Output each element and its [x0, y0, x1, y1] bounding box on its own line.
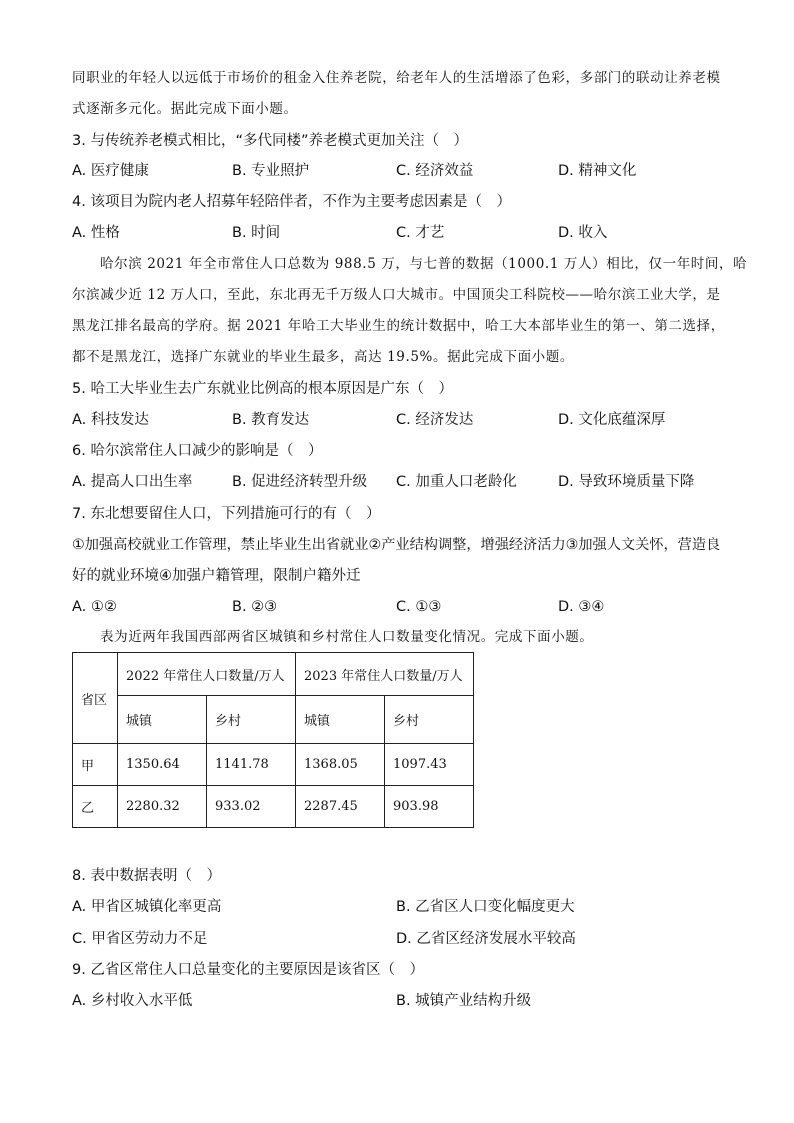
q5-option-a[interactable]: A. 科技发达 [72, 412, 149, 428]
question-7-body: 好的就业环境④加强户籍管理，限制户籍外迁 [72, 568, 361, 584]
q9-option-b[interactable]: B. 城镇产业结构升级 [396, 993, 532, 1009]
q5-option-d[interactable]: D. 文化底蕴深厚 [558, 412, 666, 428]
rural-2023-cell: 1097.43 [385, 744, 474, 786]
q8-option-c[interactable]: C. 甲省区劳动力不足 [72, 931, 208, 947]
q6-option-d[interactable]: D. 导致环境质量下降 [558, 474, 695, 490]
q4-option-a[interactable]: A. 性格 [72, 225, 120, 241]
q3-option-d[interactable]: D. 精神文化 [558, 163, 637, 179]
passage-line: 都不是黑龙江，选择广东就业的毕业生最多，高达 19.5%。据此完成下面小题。 [72, 349, 574, 365]
population-table [72, 652, 474, 828]
question-6-stem: 6. 哈尔滨常住人口减少的影响是（ ） [72, 443, 323, 459]
question-5-stem: 5. 哈工大毕业生去广东就业比例高的根本原因是广东（ ） [72, 381, 453, 397]
q4-option-c[interactable]: C. 才艺 [396, 225, 445, 241]
q7-option-d[interactable]: D. ③④ [558, 599, 605, 615]
rural-2022-cell: 1141.78 [207, 744, 296, 786]
q8-option-d[interactable]: D. 乙省区经济发展水平较高 [396, 931, 576, 947]
urban-2023-cell: 2287.45 [296, 786, 385, 828]
rural-header: 乡村 [207, 696, 296, 744]
q4-option-b[interactable]: B. 时间 [232, 225, 281, 241]
table-intro: 表为近两年我国西部两省区城镇和乡村常住人口数量变化情况。完成下面小题。 [100, 629, 594, 645]
q6-option-b[interactable]: B. 促进经济转型升级 [232, 474, 368, 490]
passage-line: 式逐渐多元化。据此完成下面小题。 [72, 101, 298, 117]
q3-option-c[interactable]: C. 经济效益 [396, 163, 474, 179]
q9-option-a[interactable]: A. 乡村收入水平低 [72, 993, 193, 1009]
q7-option-b[interactable]: B. ②③ [232, 599, 278, 615]
q5-option-c[interactable]: C. 经济发达 [396, 412, 474, 428]
q8-option-a[interactable]: A. 甲省区城镇化率更高 [72, 899, 222, 915]
question-4-stem: 4. 该项目为院内老人招募年轻陪伴者，不作为主要考虑因素是（ ） [72, 194, 511, 210]
question-3-stem: 3. 与传统养老模式相比，“多代同楼”养老模式更加关注（ ） [72, 133, 468, 149]
q6-option-c[interactable]: C. 加重人口老龄化 [396, 474, 517, 490]
passage-line: 黑龙江排名最高的学府。据 2021 年哈工大毕业生的统计数据中，哈工大本部毕业生的第一、第二选择， [72, 318, 725, 334]
urban-header: 城镇 [296, 696, 385, 744]
q3-option-a[interactable]: A. 医疗健康 [72, 163, 149, 179]
table-row [73, 786, 474, 828]
urban-2023-cell: 1368.05 [296, 744, 385, 786]
question-7-stem: 7. 东北想要留住人口，下列措施可行的有（ ） [72, 506, 381, 522]
urban-header: 城镇 [118, 696, 207, 744]
question-7-body: ①加强高校就业工作管理，禁止毕业生出省就业②产业结构调整，增强经济活力③加强人文关怀，营造良 [72, 537, 721, 553]
rural-2023-cell: 903.98 [385, 786, 474, 828]
question-8-stem: 8. 表中数据表明（ ） [72, 868, 221, 884]
passage-line: 哈尔滨 2021 年全市常住人口总数为 988.5 万，与七普的数据（1000.1 万人）相比，仅一年时间，哈 [100, 256, 748, 272]
passage-line: 同职业的年轻人以远低于市场价的租金入住养老院，给老年人的生活增添了色彩，多部门的联动让养老模 [72, 70, 721, 86]
rural-header: 乡村 [385, 696, 474, 744]
passage-line: 尔滨减少近 12 万人口，至此，东北再无千万级人口大城市。中国顶尖工科院校——哈尔滨工业大学，是 [72, 287, 721, 303]
year-2023-header: 2023 年常住人口数量/万人 [296, 653, 474, 696]
q4-option-d[interactable]: D. 收入 [558, 225, 608, 241]
province-header: 省区 [73, 653, 118, 744]
q8-option-b[interactable]: B. 乙省区人口变化幅度更大 [396, 899, 575, 915]
urban-2022-cell: 2280.32 [118, 786, 207, 828]
q7-option-a[interactable]: A. ①② [72, 599, 117, 615]
table-row [73, 744, 474, 786]
q7-option-c[interactable]: C. ①③ [396, 599, 442, 615]
q3-option-b[interactable]: B. 专业照护 [232, 163, 310, 179]
province-name: 乙 [73, 786, 118, 828]
question-9-stem: 9. 乙省区常住人口总量变化的主要原因是该省区（ ） [72, 962, 424, 978]
urban-2022-cell: 1350.64 [118, 744, 207, 786]
q6-option-a[interactable]: A. 提高人口出生率 [72, 474, 193, 490]
q5-option-b[interactable]: B. 教育发达 [232, 412, 310, 428]
province-name: 甲 [73, 744, 118, 786]
year-2022-header: 2022 年常住人口数量/万人 [118, 653, 296, 696]
rural-2022-cell: 933.02 [207, 786, 296, 828]
